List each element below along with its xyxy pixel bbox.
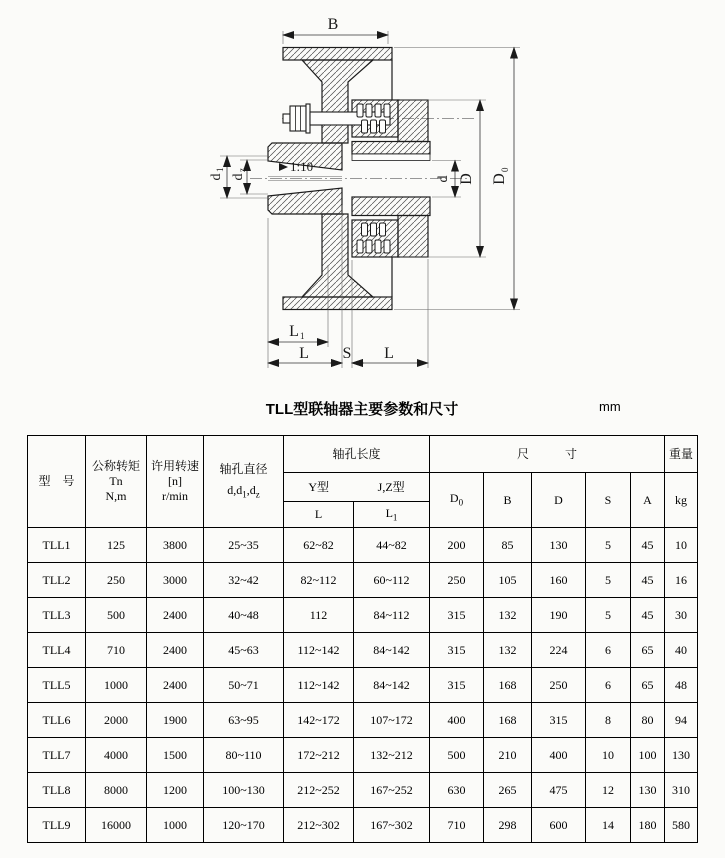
table-cell: 84~142 (354, 668, 430, 703)
table-cell: 5 (586, 528, 631, 563)
table-cell: TLL2 (28, 563, 86, 598)
table-row (28, 738, 698, 773)
table-row (28, 563, 698, 598)
table-cell: 500 (86, 598, 147, 633)
table-cell: 200 (430, 528, 484, 563)
table-cell: 32~42 (204, 563, 284, 598)
table-cell: 710 (430, 808, 484, 843)
table-cell: 315 (532, 703, 586, 738)
table-title-row (27, 398, 697, 424)
table-row (28, 668, 698, 703)
table-cell: 1000 (86, 668, 147, 703)
header-bore-types (284, 473, 430, 502)
table-cell: 8000 (86, 773, 147, 808)
header-D0: $D_0$ (430, 473, 484, 528)
table-cell: 85 (484, 528, 532, 563)
table-cell: 224 (532, 633, 586, 668)
svg-text:1: 1 (215, 167, 225, 172)
table-cell: 82~112 (284, 563, 354, 598)
header-y-type: Y型 (308, 479, 329, 494)
table-cell: 60~112 (354, 563, 430, 598)
taper-arrow-icon (279, 163, 288, 171)
table-cell: 16 (665, 563, 698, 598)
coupling-drawing (0, 0, 725, 395)
table-cell: TLL3 (28, 598, 86, 633)
table-cell: 8 (586, 703, 631, 738)
header-bore-length: 轴孔长度 (284, 436, 430, 473)
table-cell: 40~48 (204, 598, 284, 633)
table-cell: 2400 (147, 668, 204, 703)
table-cell: 112~142 (284, 668, 354, 703)
table-cell: 3000 (147, 563, 204, 598)
table-cell: 62~82 (284, 528, 354, 563)
svg-text:1: 1 (300, 331, 305, 341)
table-cell: 265 (484, 773, 532, 808)
table-cell: 600 (532, 808, 586, 843)
table-cell: 132 (484, 598, 532, 633)
table-cell: 400 (430, 703, 484, 738)
dim-label-S: S (342, 345, 352, 362)
table-cell: 100 (631, 738, 665, 773)
header-S: S (586, 473, 631, 528)
table-cell: 167~302 (354, 808, 430, 843)
table-cell: 6 (586, 668, 631, 703)
table-cell: 30 (665, 598, 698, 633)
table-cell: 10 (665, 528, 698, 563)
table-title: TLL型联轴器主要参数和尺寸 (265, 401, 459, 418)
table-row (28, 633, 698, 668)
table-cell: 2400 (147, 598, 204, 633)
table-cell: 1000 (147, 808, 204, 843)
svg-text:d: d (436, 175, 451, 183)
table-cell: 5 (586, 598, 631, 633)
header-L: L (284, 502, 354, 528)
svg-text:d: d (209, 173, 224, 181)
dim-label-B: B (327, 16, 339, 33)
table-cell: TLL9 (28, 808, 86, 843)
table-cell: 2400 (147, 633, 204, 668)
table-cell: 5 (586, 563, 631, 598)
table-cell: 250 (430, 563, 484, 598)
table-cell: 12 (586, 773, 631, 808)
header-weight: 重量 (665, 436, 698, 473)
dim-label-dz (231, 168, 247, 181)
table-cell: 172~212 (284, 738, 354, 773)
table-cell: 210 (484, 738, 532, 773)
table-cell: 63~95 (204, 703, 284, 738)
table-cell: 167~252 (354, 773, 430, 808)
header-kg: kg (665, 473, 698, 528)
table-cell: 107~172 (354, 703, 430, 738)
table-cell: 132~212 (354, 738, 430, 773)
table-cell: 310 (665, 773, 698, 808)
table-cell: 130 (631, 773, 665, 808)
coupling-section-svg (0, 0, 725, 395)
header-B: B (484, 473, 532, 528)
table-cell: 84~142 (354, 633, 430, 668)
table-cell: 160 (532, 563, 586, 598)
header-dimensions: 尺 寸 (430, 436, 665, 473)
table-cell: TLL1 (28, 528, 86, 563)
table-cell: 3800 (147, 528, 204, 563)
svg-text:D: D (458, 173, 475, 185)
svg-text:D: D (491, 173, 508, 185)
table-cell: 315 (430, 633, 484, 668)
header-D: D (532, 473, 586, 528)
table-cell: 112~142 (284, 633, 354, 668)
table-cell: 710 (86, 633, 147, 668)
table-cell: 65 (631, 633, 665, 668)
table-cell: 168 (484, 668, 532, 703)
svg-text:L: L (289, 323, 299, 340)
table-cell: 250 (86, 563, 147, 598)
table-cell: 4000 (86, 738, 147, 773)
table-cell: 1200 (147, 773, 204, 808)
table-cell: 94 (665, 703, 698, 738)
table-cell: 45 (631, 598, 665, 633)
svg-text:d: d (231, 173, 246, 181)
dim-label-D (458, 173, 475, 185)
keyway (352, 154, 430, 161)
table-cell: 25~35 (204, 528, 284, 563)
table-cell: 120~170 (204, 808, 284, 843)
table-cell: 315 (430, 668, 484, 703)
table-cell: 142~172 (284, 703, 354, 738)
table-cell: 45 (631, 528, 665, 563)
table-cell: 168 (484, 703, 532, 738)
table-row (28, 598, 698, 633)
svg-text:z: z (237, 168, 247, 172)
table-cell: 14 (586, 808, 631, 843)
table-cell: 298 (484, 808, 532, 843)
table-cell: 130 (665, 738, 698, 773)
header-A: A (631, 473, 665, 528)
table-cell: 45~63 (204, 633, 284, 668)
dim-label-L-right: L (384, 345, 394, 362)
table-cell: 1500 (147, 738, 204, 773)
header-L1: $L_1$ (354, 502, 430, 528)
table-cell: 112 (284, 598, 354, 633)
table-cell: TLL8 (28, 773, 86, 808)
table-cell: 80 (631, 703, 665, 738)
table-cell: 130 (532, 528, 586, 563)
header-jz-type: J,Z型 (377, 479, 405, 494)
table-cell: 65 (631, 668, 665, 703)
table-cell: 45 (631, 563, 665, 598)
table-cell: 50~71 (204, 668, 284, 703)
table-cell: 212~302 (284, 808, 354, 843)
table-body (28, 528, 698, 843)
taper-label: 1:10 (290, 159, 314, 174)
table-cell: 180 (631, 808, 665, 843)
table-cell: 84~112 (354, 598, 430, 633)
table-cell: TLL7 (28, 738, 86, 773)
table-row (28, 703, 698, 738)
table-row (28, 808, 698, 843)
table-cell: 2000 (86, 703, 147, 738)
dim-label-d (436, 176, 451, 183)
table-row (28, 773, 698, 808)
table-cell: 580 (665, 808, 698, 843)
table-cell: 250 (532, 668, 586, 703)
table-cell: 10 (586, 738, 631, 773)
table-cell: 105 (484, 563, 532, 598)
table-cell: 212~252 (284, 773, 354, 808)
dim-label-d1 (209, 168, 225, 181)
header-speed: 许用转速 [n] r/min (147, 436, 204, 528)
table-cell: TLL6 (28, 703, 86, 738)
table-cell: 6 (586, 633, 631, 668)
table-cell: 16000 (86, 808, 147, 843)
svg-text:0: 0 (500, 167, 510, 172)
table-cell: TLL5 (28, 668, 86, 703)
table-row (28, 528, 698, 563)
table-cell: 315 (430, 598, 484, 633)
table-cell: 100~130 (204, 773, 284, 808)
table-cell: 44~82 (354, 528, 430, 563)
dim-label-L1 (289, 323, 304, 341)
table-cell: 630 (430, 773, 484, 808)
table-cell: 40 (665, 633, 698, 668)
table-cell: 132 (484, 633, 532, 668)
table-cell: 190 (532, 598, 586, 633)
header-model: 型 号 (28, 436, 86, 528)
dim-label-D0 (491, 167, 510, 185)
header-torque: 公称转矩 Tn N,m (86, 436, 147, 528)
table-cell: 125 (86, 528, 147, 563)
table-cell: 500 (430, 738, 484, 773)
unit-label: mm (599, 399, 621, 414)
table-cell: 400 (532, 738, 586, 773)
table-cell: 48 (665, 668, 698, 703)
table-cell: 475 (532, 773, 586, 808)
header-bore-diameter: 轴孔直径 $d,d_1,d_z$ (204, 436, 284, 528)
table-cell: 80~110 (204, 738, 284, 773)
parameters-table (27, 435, 698, 843)
dim-label-L-left: L (299, 345, 309, 362)
table-cell: TLL4 (28, 633, 86, 668)
table-cell: 1900 (147, 703, 204, 738)
